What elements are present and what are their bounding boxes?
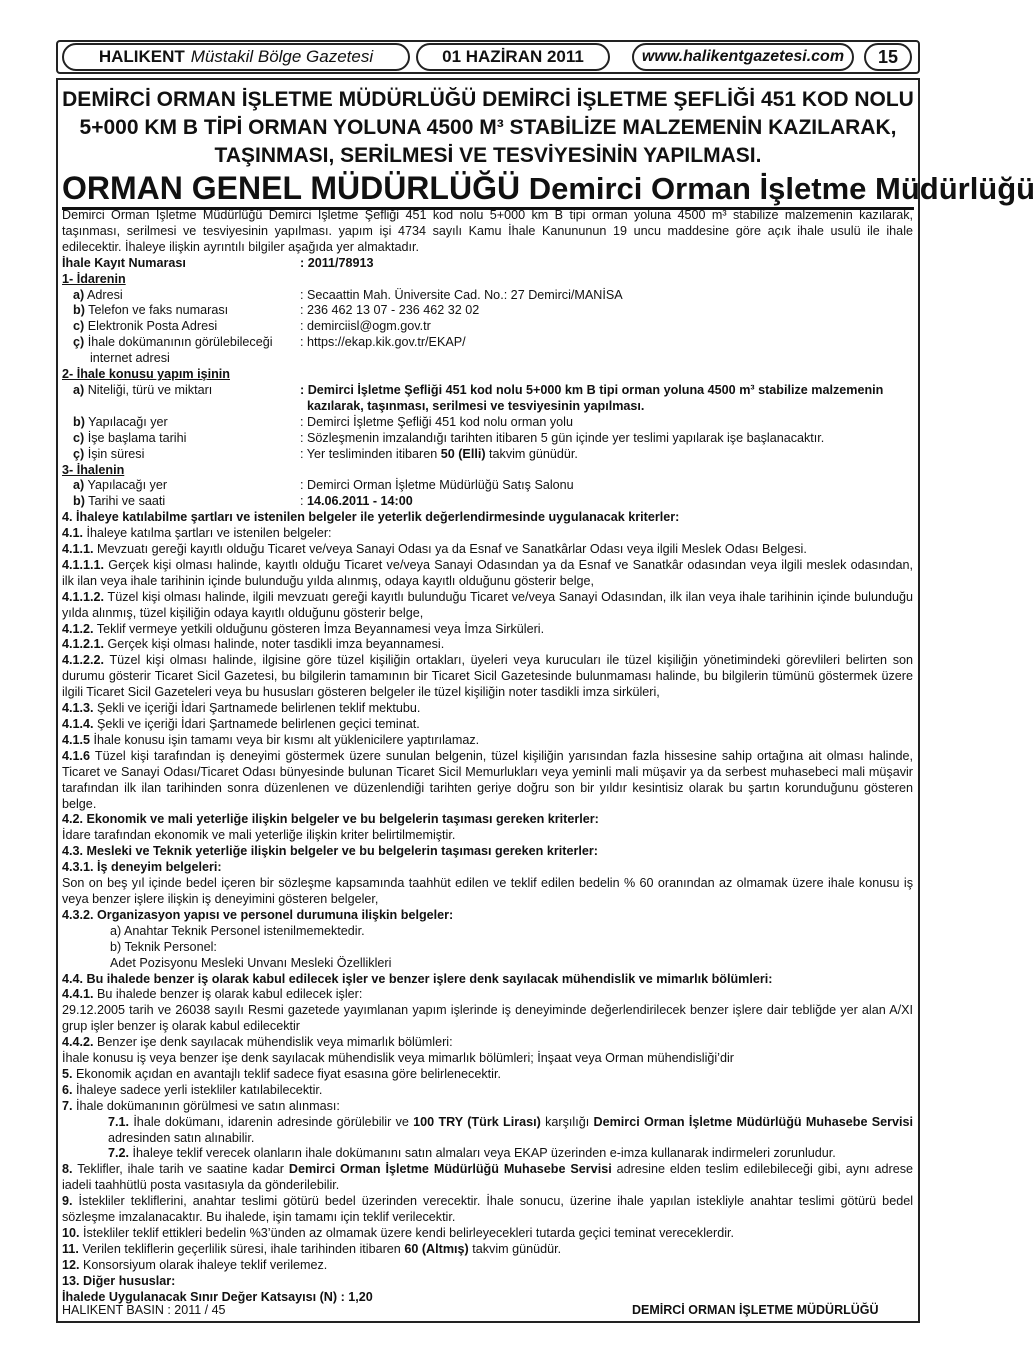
p-5-key: 5.	[62, 1066, 73, 1081]
p-7-2	[62, 1146, 913, 1162]
p-4-1-2	[62, 622, 913, 638]
p-4-4-1-detail: 29.12.2005 tarih ve 26038 sayılı Resmi gazetede yayımlanan yapım işlerinde iş deneyiminde değerlendirilecek benzer işlere dair tebliğde yer alan A/XI grup işler benzer iş olarak kabul edilecektir	[62, 1003, 913, 1034]
s1-d-key: ç)	[73, 335, 85, 350]
s3-a-value: : Demirci Orman İşletme Müdürlüğü Satış Salonu	[300, 478, 574, 493]
p-4-2-text: İdare tarafından ekonomik ve mali yeterliğe ilişkin kriter belirtilmemiştir.	[62, 828, 456, 843]
s1-b-label: Telefon ve faks numarası	[88, 303, 229, 318]
p-4-1-1-1	[62, 558, 913, 590]
s2-d-key: ç)	[73, 446, 85, 461]
p-7-2-key: 7.2.	[108, 1146, 130, 1161]
footer-press-id: HALIKENT BASIN : 2011 / 45	[62, 1303, 226, 1317]
p-4-3-2-b: b) Teknik Personel:	[110, 939, 217, 954]
p-4-1-5-key: 4.1.5	[62, 732, 91, 747]
p-7-1-text-a: İhale dokümanı, idarenin adresinde görülebilir ve	[133, 1114, 409, 1129]
p-4-2-heading: 4.2. Ekonomik ve mali yeterliğe ilişkin belgeler ve bu belgelerin taşıması gereken kriterler:	[62, 812, 599, 827]
p-7-1-price: 100 TRY (Türk Lirası)	[413, 1114, 541, 1129]
p-7-key: 7.	[62, 1098, 73, 1113]
s1-row-b	[62, 303, 913, 319]
p-4-1-1-1-text: Gerçek kişi olması halinde, kayıtlı olduğu Ticaret ve/veya Sanayi Odasından ya da Esnaf ve Sanatkâr odasından veya ilgili meslek odasından, ilk ilan veya ihale tarihinin içinde bulunduğu yılda alınmış, odaya kayıtlı olduğunu gösterir belge,	[62, 557, 913, 588]
p-13-text: İhalede Uygulanacak Sınır Değer Katsayısı (N) : 1,20	[62, 1289, 373, 1304]
p-4-3-2-c: Adet Pozisyonu Mesleki Unvanı Mesleki Özellikleri	[110, 955, 392, 970]
p-5-text: Ekonomik açıdan en avantajlı teklif sadece fiyat esasına göre belirlenecektir.	[76, 1066, 501, 1081]
p-4-1-5	[62, 733, 913, 749]
paper-name-bold: HALIKENT	[98, 47, 185, 66]
p-7	[62, 1099, 913, 1115]
title-line-1: DEMİRCİ ORMAN İŞLETME MÜDÜRLÜĞÜ DEMİRCİ İŞLETME ŞEFLİĞİ 451 KOD NOLU	[62, 88, 914, 111]
p-6-text: İhaleye sadece yerli istekliler katılabilecektir.	[76, 1082, 323, 1097]
p-4-1-6	[62, 749, 913, 813]
s3-row-a	[62, 478, 913, 494]
s1-row-c	[62, 319, 913, 335]
s3-row-b	[62, 494, 913, 510]
s2-b-value: : Demirci İşletme Şefliği 451 kod nolu orman yolu	[300, 414, 573, 429]
p-7-text: İhale dokümanının görülmesi ve satın alınması:	[76, 1098, 340, 1113]
p-4-1-5-text: İhale konusu işin tamamı veya bir kısmı alt yüklenicilere yaptırılamaz.	[93, 732, 480, 747]
paper-name-italic: Müstakil Bölge Gazetesi	[190, 47, 374, 66]
p-4-1-2-2	[62, 653, 913, 701]
s1-c-key: c)	[73, 319, 85, 334]
s1-a-label: Adresi	[87, 287, 123, 302]
p-6-key: 6.	[62, 1082, 73, 1097]
p-4-4-2-key: 4.4.2.	[62, 1035, 94, 1050]
footer-issuer: DEMİRCİ ORMAN İŞLETME MÜDÜRLÜĞÜ	[632, 1303, 879, 1317]
p-4-4-2	[62, 1035, 913, 1051]
p-8-key: 8.	[62, 1162, 73, 1177]
p-4-1-1-text: Mevzuatı gereği kayıtlı olduğu Ticaret ve/veya Sanayi Odası ya da Esnaf ve Sanatkârlar Odası veya ilgili Meslek Odası Belgesi.	[97, 542, 807, 557]
p-4-1-6-text: Tüzel kişi tarafından iş deneyimi göstermek üzere sunulan belgenin, tüzel kişiliğin yarısından fazla hissesine sahip ortağına ait olması halinde, Ticaret ve Sanayi Odası/Ticaret Odası bünyesinde bulunan Ticaret Sicil Memurlukları veya yeminli mali müşavir ya da serbest muhasebeci mali müşavir tarafından ilk ilan tarihinden sonra düzenlenen ve düzenlendiği tarihten geriye doğru son bir yıldır kesintisiz olarak bu şartın korunduğunu gösteren belge.	[62, 748, 913, 811]
p-12	[62, 1258, 913, 1274]
p-8-office: Demirci Orman İşletme Müdürlüğü Muhasebe Servisi	[288, 1162, 612, 1177]
p-4-1-text: İhaleye katılma şartları ve istenilen belgeler:	[86, 526, 332, 541]
s3-a-label: Yapılacağı yer	[87, 478, 168, 493]
p-4-4-1-key: 4.4.1.	[62, 987, 94, 1002]
s1-d-value[interactable]: : https://ekap.kik.gov.tr/EKAP/	[300, 335, 466, 350]
website-link[interactable]: www.halikentgazetesi.com	[632, 43, 854, 71]
p-11-text-a: Verilen tekliflerin geçerlilik süresi, ihale tarihinden itibaren	[82, 1241, 401, 1256]
notice-title	[60, 86, 916, 170]
s2-b-label: Yapılacağı yer	[88, 414, 168, 429]
s2-row-c	[62, 431, 913, 447]
s2-a-value: : Demirci İşletme Şefliği 451 kod nolu 5+000 km B tipi orman yoluna 4500 m³ stabilize malzemenin	[300, 382, 884, 397]
p-12-text: Konsorsiyum olarak ihaleye teklif verilemez.	[83, 1257, 328, 1272]
s1-a-value: : Secaattin Mah. Üniversite Cad. No.: 27 Demirci/MANİSA	[300, 287, 623, 302]
s1-a-key: a)	[73, 287, 85, 302]
p-4-1-1-2	[62, 590, 913, 622]
p-4-1-4	[62, 717, 913, 733]
section-4-heading: 4. İhaleye katılabilme şartları ve istenilen belgeler ile yeterlik değerlendirmesinde uygulanacak kriterler:	[62, 510, 680, 525]
p-4-3-1-text: Son on beş yıl içinde bedel içeren bir sözleşme kapsamında taahhüt edilen ve teklif edilen bedelin % 60 oranından az olmamak üzere ihale konusu iş veya benzer işlere ilişkin iş deneyimini gösteren belgeler,	[62, 876, 913, 906]
p-4-4-2-detail: İhale konusu iş veya benzer işe denk sayılacak mühendislik veya mimarlık bölümleri; İnşaat veya Orman mühendisliği’dir	[62, 1051, 734, 1066]
p-4-1-2-1	[62, 637, 913, 653]
s2-d-value-a: : Yer tesliminden itibaren	[300, 446, 438, 461]
section-1-heading: 1- İdarenin	[62, 271, 126, 286]
s2-c-key: c)	[73, 430, 85, 445]
p-4-1-1-2-text: Tüzel kişi olması halinde, ilgili mevzuatı gereği kayıtlı bulunduğu Ticaret ve/veya Sanayi Odasından, ilk ilan veya ihale tarihinin içinde bulunduğu yılda alınmış, tüzel kişiliğin odaya kayıtlı olduğunu gösterir belge,	[62, 589, 913, 620]
p-4-4-heading: 4.4. Bu ihalede benzer iş olarak kabul edilecek işler ve benzer işlere denk sayılacak mühendislik ve mimarlık bölümleri:	[62, 971, 773, 986]
p-8	[62, 1162, 913, 1194]
p-11-key: 11.	[62, 1241, 79, 1256]
s2-d-value-b: 50 (Elli)	[440, 446, 486, 461]
p-4-1-1-1-key: 4.1.1.1.	[62, 557, 105, 572]
s3-b-label: Tarihi ve saati	[88, 494, 166, 509]
p-4-1-key: 4.1.	[62, 526, 84, 541]
p-7-2-text: İhaleye teklif verecek olanların ihale dokümanını satın almaları veya EKAP üzerinden e-imza kullanarak indirmeleri zorunludur.	[132, 1146, 836, 1161]
notice-subtitle	[62, 170, 1035, 210]
p-4-1-1-key: 4.1.1.	[62, 542, 94, 557]
paper-name	[62, 43, 410, 71]
p-4-3-2-heading: 4.3.2. Organizasyon yapısı ve personel durumuna ilişkin belgeler:	[62, 907, 454, 922]
p-8-text-c: adresine elden teslim edilebileceği gibi, aynı adrese iadeli taahhütlü posta vasıtasıyla da gönderilebilir.	[62, 1162, 913, 1193]
p-10	[62, 1226, 913, 1242]
p-4-1-1-2-key: 4.1.1.2.	[62, 589, 105, 604]
s2-a-label: Niteliği, türü ve miktarı	[87, 382, 213, 397]
p-4-1-2-1-text: Gerçek kişi olması halinde, noter tasdikli imza beyannamesi.	[107, 637, 445, 652]
p-10-key: 10.	[62, 1226, 80, 1240]
p-13-heading: 13. Diğer hususlar:	[62, 1273, 176, 1288]
p-4-1-2-text: Teklif vermeye yetkili olduğunu gösteren İmza Beyannamesi veya İmza Sirküleri.	[96, 621, 545, 636]
title-line-2: 5+000 KM B TİPİ ORMAN YOLUNA 4500 M³ STABİLİZE MALZEMENİN KAZILARAK,	[79, 116, 897, 139]
s1-row-a	[62, 288, 913, 304]
s3-b-value-b: 14.06.2011 - 14:00	[307, 494, 413, 509]
p-11	[62, 1242, 913, 1258]
s1-d-label-2: internet adresi	[90, 351, 170, 366]
p-4-1-2-2-key: 4.1.2.2.	[62, 653, 105, 668]
p-11-days: 60 (Altmış)	[404, 1241, 469, 1256]
issue-date: 01 HAZİRAN 2011	[416, 43, 610, 71]
title-line-3: TAŞINMASI, SERİLMESİ VE TESVİYESİNİN YAPILMASI.	[214, 144, 762, 167]
p-4-4-1-text: Bu ihalede benzer iş olarak kabul edilecek işler:	[97, 987, 363, 1002]
section-3-heading: 3- İhalenin	[62, 462, 125, 477]
p-4-3-1-heading: 4.3.1. İş deneyim belgeleri:	[62, 860, 222, 875]
p-4-1-6-key: 4.1.6	[62, 748, 91, 763]
section-2-heading: 2- İhale konusu yapım işinin	[62, 367, 230, 382]
subtitle-org: ORMAN GENEL MÜDÜRLÜĞÜ	[62, 170, 521, 206]
intro-paragraph: Demirci Orman İşletme Müdürlüğü Demirci İşletme Şefliği 451 kod nolu 5+000 km B tipi orman yoluna 4500 m³ stabilize malzemenin kazılarak, taşınması, serilmesi ve tesviyesinin yapılması. yapım işi 4734 sayılı Kamu İhale Kanununun 19 uncu maddesine göre açık ihale usulü ile ihale edilecektir. İhaleye ilişkin ayrıntılı bilgiler aşağıda yer almaktadır.	[62, 208, 913, 254]
p-4-1-2-key: 4.1.2.	[62, 621, 94, 636]
page-number: 15	[864, 43, 912, 71]
s3-b-value-a: :	[300, 494, 304, 509]
s2-b-key: b)	[73, 414, 85, 429]
s1-d-label: İhale dokümanının görülebileceği	[87, 335, 273, 350]
p-4-1-1	[62, 542, 913, 558]
s2-c-value: : Sözleşmenin imzalandığı tarihten itibaren 5 gün içinde yer teslimi yapılarak işe başlanacaktır.	[300, 430, 825, 445]
notice-body	[62, 208, 913, 1306]
s1-b-key: b)	[73, 303, 85, 318]
p-4-4-2-text: Benzer işe denk sayılacak mühendislik veya mimarlık bölümleri:	[97, 1035, 453, 1050]
p-4-1-3	[62, 701, 913, 717]
p-4-1-3-text: Şekli ve içeriği İdari Şartnamede belirlenen teklif mektubu.	[97, 701, 421, 716]
p-7-1-text-c: karşılığı	[545, 1114, 590, 1129]
s1-c-value[interactable]: : demirciisl@ogm.gov.tr	[300, 319, 431, 334]
s3-b-key: b)	[73, 494, 85, 509]
p-12-key: 12.	[62, 1257, 80, 1272]
p-4-1-4-text: Şekli ve içeriği İdari Şartnamede belirlenen geçici teminat.	[97, 717, 420, 731]
p-7-1-key: 7.1.	[108, 1114, 130, 1129]
p-4-1-4-key: 4.1.4.	[62, 717, 94, 731]
p-11-text-c: takvim günüdür.	[472, 1241, 562, 1256]
s1-c-label: Elektronik Posta Adresi	[87, 319, 218, 334]
p-8-text-a: Teklifler, ihale tarih ve saatine kadar	[77, 1162, 284, 1177]
s2-a-value-2: kazılarak, taşınması, serilmesi ve tesviyesinin yapılması.	[307, 398, 645, 413]
s2-row-b	[62, 415, 913, 431]
p-4-3-heading: 4.3. Mesleki ve Teknik yeterliğe ilişkin belgeler ve bu belgelerin taşıması gereken kriterler:	[62, 844, 598, 859]
p-4-3-2-a: a) Anahtar Teknik Personel istenilmemektedir.	[110, 923, 365, 938]
p-7-1-text-e: adresinden satın alınabilir.	[108, 1130, 255, 1145]
p-5	[62, 1067, 913, 1083]
registration-value: : 2011/78913	[300, 255, 374, 270]
p-4-1-2-2-text: Tüzel kişi olması halinde, ilgisine göre tüzel kişiliğin ortakları, üyeleri veya kurucuları ile tüzel kişiliğin yönetimindeki görevlileri belirten son durumu gösterir Ticaret Sicil Gazetesi, bu bilgilerin tamamının bir Ticaret Sicil Gazetesinde bulunmaması halinde, bu bilgilerin tümünü göstermek üzere ilgili Ticaret Sicil Gazeteleri veya bu hususları gösteren belgeler ile tüzel kişiliğin noter tasdikli imza sirküleri,	[62, 653, 913, 700]
s2-d-value-c: takvim günüdür.	[489, 446, 578, 461]
p-7-1	[62, 1115, 913, 1147]
p-9-text: İstekliler tekliflerini, anahtar teslimi götürü bedel üzerinden verecektir. İhale sonucu, üzerine ihale yapılan istekliyle anahtar teslimi götürü bedel sözleşme imzalanacaktır. Bu ihalede, işin tamamı için teklif verilecektir.	[62, 1194, 914, 1225]
s1-row-d	[62, 335, 913, 367]
p-4-1-3-key: 4.1.3.	[62, 701, 94, 716]
registration-row	[62, 256, 913, 272]
s1-b-value: : 236 462 13 07 - 236 462 32 02	[300, 303, 480, 318]
p-9	[62, 1194, 913, 1226]
p-10-text: İstekliler teklif ettikleri bedelin %3’ünden az olmamak üzere kendi belirleyecekleri tutarda geçici teminat vereceklerdir.	[83, 1226, 734, 1240]
registration-label: İhale Kayıt Numarası	[62, 255, 186, 270]
s2-row-d	[62, 447, 913, 463]
s2-d-label: İşin süresi	[87, 446, 145, 461]
p-7-1-office: Demirci Orman İşletme Müdürlüğü Muhasebe Servisi	[593, 1114, 914, 1129]
p-9-key: 9.	[62, 1194, 73, 1209]
p-6	[62, 1083, 913, 1099]
p-4-1-2-1-key: 4.1.2.1.	[62, 637, 105, 652]
p-4-1	[62, 526, 913, 542]
subtitle-unit: Demirci Orman İşletme Müdürlüğü	[528, 171, 1035, 206]
s3-a-key: a)	[73, 478, 85, 493]
s2-a-key: a)	[73, 382, 85, 397]
p-4-4-1	[62, 987, 913, 1003]
s2-c-label: İşe başlama tarihi	[87, 430, 187, 445]
s2-row-a	[62, 383, 913, 415]
